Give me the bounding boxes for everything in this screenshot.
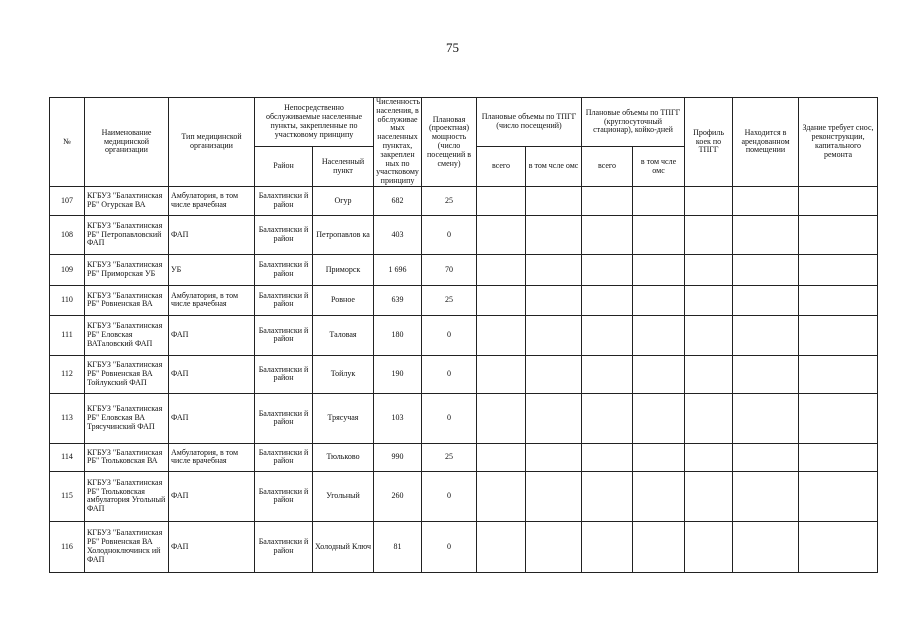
cell-settlement: Трясучая — [313, 393, 374, 443]
cell-visits-oms — [526, 471, 582, 521]
cell-district: Балахтински й район — [255, 355, 313, 393]
table-row — [50, 315, 878, 355]
cell-leased — [733, 186, 799, 215]
cell-population: 403 — [374, 215, 422, 254]
cell-med-type: Амбулатория, в том числе врачебная — [169, 443, 255, 471]
cell-building-condition — [799, 315, 878, 355]
cell-district: Балахтински й район — [255, 285, 313, 315]
table-row — [50, 355, 878, 393]
cell-no: 112 — [50, 355, 85, 393]
header-beds-total: всего — [582, 147, 633, 187]
table-row — [50, 393, 878, 443]
cell-visits-oms — [526, 315, 582, 355]
cell-org-name: КГБУЗ "Балахтинская РБ" Еловская ВА Трясучинский ФАП — [85, 393, 169, 443]
cell-settlement: Таловая — [313, 315, 374, 355]
cell-building-condition — [799, 443, 878, 471]
cell-visits-total — [477, 471, 526, 521]
cell-visits-total — [477, 521, 526, 572]
cell-beds-oms — [633, 285, 685, 315]
cell-visits-total — [477, 215, 526, 254]
table-row — [50, 285, 878, 315]
cell-med-type: Амбулатория, в том числе врачебная — [169, 285, 255, 315]
cell-bed-profile — [685, 186, 733, 215]
cell-no: 115 — [50, 471, 85, 521]
cell-visits-oms — [526, 521, 582, 572]
table-row — [50, 521, 878, 572]
cell-med-type: ФАП — [169, 355, 255, 393]
header-leased: Находится в арендованном помещении — [733, 98, 799, 187]
cell-beds-total — [582, 215, 633, 254]
cell-bed-profile — [685, 355, 733, 393]
cell-visits-oms — [526, 355, 582, 393]
cell-capacity: 0 — [422, 393, 477, 443]
cell-org-name: КГБУЗ "Балахтинская РБ" Приморская УБ — [85, 254, 169, 285]
cell-population: 1 696 — [374, 254, 422, 285]
cell-leased — [733, 315, 799, 355]
cell-capacity: 25 — [422, 285, 477, 315]
table-header — [50, 98, 878, 187]
cell-no: 110 — [50, 285, 85, 315]
cell-beds-total — [582, 254, 633, 285]
cell-settlement: Огур — [313, 186, 374, 215]
cell-district: Балахтински й район — [255, 215, 313, 254]
cell-building-condition — [799, 521, 878, 572]
cell-visits-oms — [526, 443, 582, 471]
cell-org-name: КГБУЗ "Балахтинская РБ" Еловская ВАТаловский ФАП — [85, 315, 169, 355]
cell-population: 990 — [374, 443, 422, 471]
header-served-settlements: Непосредственно обслуживаемые населенные пункты, закрепленные по участковому принципу — [255, 98, 374, 147]
cell-population: 103 — [374, 393, 422, 443]
cell-no: 113 — [50, 393, 85, 443]
cell-med-type: ФАП — [169, 471, 255, 521]
cell-capacity: 70 — [422, 254, 477, 285]
cell-visits-total — [477, 315, 526, 355]
cell-leased — [733, 471, 799, 521]
cell-bed-profile — [685, 521, 733, 572]
cell-org-name: КГБУЗ "Балахтинская РБ" Ровненская ВА Тойлукский ФАП — [85, 355, 169, 393]
cell-capacity: 0 — [422, 471, 477, 521]
cell-capacity: 0 — [422, 355, 477, 393]
cell-leased — [733, 355, 799, 393]
table-body — [50, 186, 878, 572]
header-capacity: Плановая (проектная) мощность (число посещений в смену) — [422, 98, 477, 187]
medical-organizations-table — [49, 97, 878, 573]
cell-district: Балахтински й район — [255, 521, 313, 572]
cell-building-condition — [799, 355, 878, 393]
cell-population: 180 — [374, 315, 422, 355]
header-tpgg-beds: Плановые объемы по ТПГГ (круглосуточный стационар), койко-дней — [582, 98, 685, 147]
cell-beds-oms — [633, 254, 685, 285]
cell-beds-oms — [633, 355, 685, 393]
cell-capacity: 0 — [422, 215, 477, 254]
cell-building-condition — [799, 471, 878, 521]
cell-building-condition — [799, 393, 878, 443]
cell-visits-total — [477, 285, 526, 315]
cell-leased — [733, 521, 799, 572]
cell-bed-profile — [685, 285, 733, 315]
cell-leased — [733, 285, 799, 315]
header-org-name: Наименование медицинской организации — [85, 98, 169, 187]
cell-no: 114 — [50, 443, 85, 471]
cell-building-condition — [799, 215, 878, 254]
cell-bed-profile — [685, 254, 733, 285]
cell-visits-total — [477, 186, 526, 215]
cell-capacity: 25 — [422, 186, 477, 215]
cell-visits-oms — [526, 186, 582, 215]
cell-med-type: УБ — [169, 254, 255, 285]
cell-med-type: Амбулатория, в том числе врачебная — [169, 186, 255, 215]
cell-beds-total — [582, 521, 633, 572]
cell-leased — [733, 443, 799, 471]
cell-settlement: Приморск — [313, 254, 374, 285]
cell-beds-oms — [633, 471, 685, 521]
cell-leased — [733, 393, 799, 443]
cell-beds-oms — [633, 521, 685, 572]
cell-beds-oms — [633, 443, 685, 471]
cell-visits-total — [477, 393, 526, 443]
header-visits-oms: в том чсле омс — [526, 147, 582, 187]
table-row — [50, 254, 878, 285]
cell-visits-total — [477, 355, 526, 393]
cell-settlement: Холодный Ключ — [313, 521, 374, 572]
cell-bed-profile — [685, 443, 733, 471]
cell-building-condition — [799, 186, 878, 215]
page-number: 75 — [446, 40, 459, 55]
cell-beds-oms — [633, 215, 685, 254]
header-beds-oms: в том чсле омс — [633, 147, 685, 187]
cell-no: 108 — [50, 215, 85, 254]
header-med-type: Тип медицинской организации — [169, 98, 255, 187]
header-building-condition: Здание требует снос, реконструкции, капитального ремонта — [799, 98, 878, 187]
cell-beds-total — [582, 443, 633, 471]
header-no: № — [50, 98, 85, 187]
cell-visits-total — [477, 254, 526, 285]
cell-building-condition — [799, 254, 878, 285]
cell-capacity: 0 — [422, 315, 477, 355]
header-visits-total: всего — [477, 147, 526, 187]
cell-med-type: ФАП — [169, 315, 255, 355]
cell-population: 639 — [374, 285, 422, 315]
cell-leased — [733, 254, 799, 285]
cell-capacity: 0 — [422, 521, 477, 572]
cell-visits-oms — [526, 254, 582, 285]
cell-settlement: Ровное — [313, 285, 374, 315]
cell-visits-total — [477, 443, 526, 471]
cell-org-name: КГБУЗ "Балахтинская РБ" Огурская ВА — [85, 186, 169, 215]
table-row — [50, 443, 878, 471]
cell-med-type: ФАП — [169, 215, 255, 254]
cell-org-name: КГБУЗ "Балахтинская РБ" Ровненская ВА — [85, 285, 169, 315]
header-tpgg-visits: Плановые объемы по ТПГГ (число посещений) — [477, 98, 582, 147]
header-district: Район — [255, 147, 313, 187]
cell-no: 107 — [50, 186, 85, 215]
cell-population: 260 — [374, 471, 422, 521]
cell-beds-oms — [633, 315, 685, 355]
cell-district: Балахтински й район — [255, 471, 313, 521]
cell-visits-oms — [526, 215, 582, 254]
cell-beds-oms — [633, 393, 685, 443]
cell-district: Балахтински й район — [255, 254, 313, 285]
cell-capacity: 25 — [422, 443, 477, 471]
cell-beds-total — [582, 315, 633, 355]
cell-beds-total — [582, 285, 633, 315]
table-row — [50, 186, 878, 215]
cell-beds-total — [582, 186, 633, 215]
cell-district: Балахтински й район — [255, 186, 313, 215]
cell-beds-total — [582, 355, 633, 393]
cell-med-type: ФАП — [169, 393, 255, 443]
cell-building-condition — [799, 285, 878, 315]
header-population: Численность населения, в обслуживае мых населенных пунктах, закреплен ных по участковому принципу — [374, 98, 422, 187]
cell-visits-oms — [526, 285, 582, 315]
cell-settlement: Тойлук — [313, 355, 374, 393]
cell-no: 109 — [50, 254, 85, 285]
cell-no: 111 — [50, 315, 85, 355]
cell-population: 682 — [374, 186, 422, 215]
cell-leased — [733, 215, 799, 254]
cell-population: 81 — [374, 521, 422, 572]
cell-district: Балахтински й район — [255, 393, 313, 443]
cell-beds-oms — [633, 186, 685, 215]
table-row — [50, 215, 878, 254]
cell-settlement: Угольный — [313, 471, 374, 521]
cell-population: 190 — [374, 355, 422, 393]
cell-org-name: КГБУЗ "Балахтинская РБ" Петропавловский ФАП — [85, 215, 169, 254]
cell-beds-total — [582, 471, 633, 521]
cell-org-name: КГБУЗ "Балахтинская РБ" Тюльковская ВА — [85, 443, 169, 471]
header-bed-profile: Профиль коек по ТПГГ — [685, 98, 733, 187]
header-settlement: Населенный пункт — [313, 147, 374, 187]
cell-bed-profile — [685, 315, 733, 355]
cell-no: 116 — [50, 521, 85, 572]
cell-settlement: Петропавлов ка — [313, 215, 374, 254]
cell-bed-profile — [685, 471, 733, 521]
table-row — [50, 471, 878, 521]
cell-org-name: КГБУЗ "Балахтинская РБ" Ровненская ВА Холодноключинск ий ФАП — [85, 521, 169, 572]
cell-district: Балахтински й район — [255, 315, 313, 355]
cell-med-type: ФАП — [169, 521, 255, 572]
cell-beds-total — [582, 393, 633, 443]
cell-org-name: КГБУЗ "Балахтинская РБ" Тюльковская амбулатория Угольный ФАП — [85, 471, 169, 521]
cell-visits-oms — [526, 393, 582, 443]
cell-bed-profile — [685, 215, 733, 254]
cell-bed-profile — [685, 393, 733, 443]
cell-settlement: Тюльково — [313, 443, 374, 471]
cell-district: Балахтински й район — [255, 443, 313, 471]
